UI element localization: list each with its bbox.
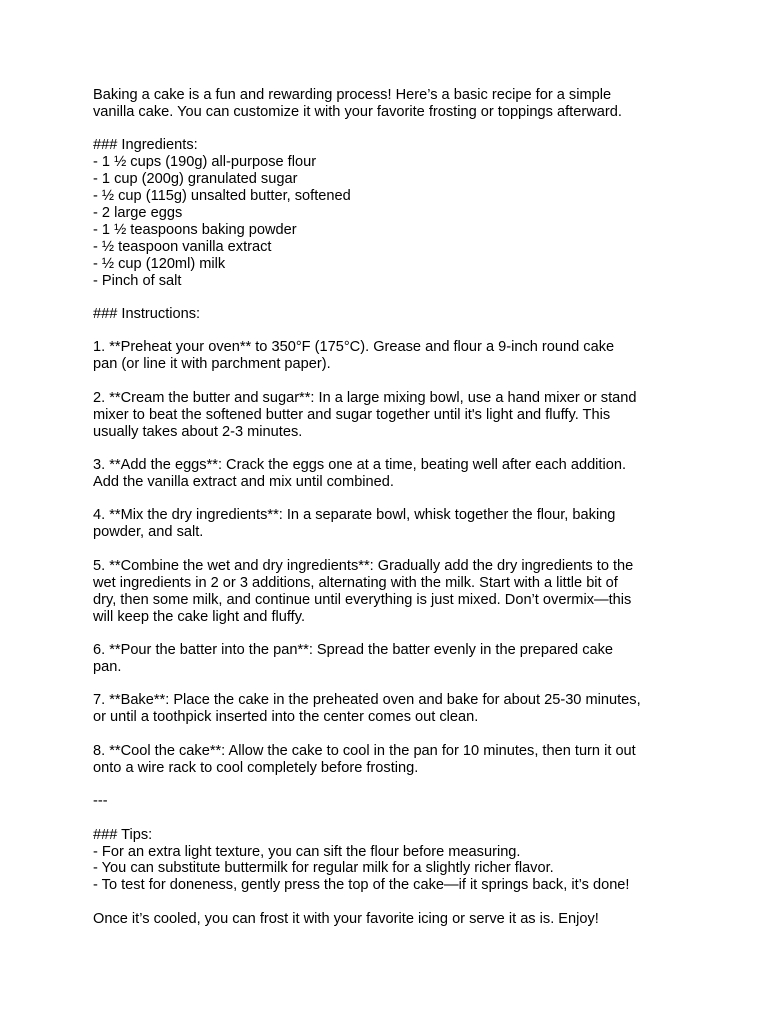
step-line: will keep the cake light and fluffy. (93, 608, 306, 625)
ingredient-item: - 1 ½ teaspoons baking powder (93, 221, 297, 238)
step-line: 6. **Pour the batter into the pan**: Spread the batter evenly in the prepared cake (93, 642, 614, 659)
ingredient-item: - ½ teaspoon vanilla extract (93, 238, 272, 255)
tips-section (93, 827, 693, 895)
instruction-step (93, 507, 693, 541)
step-line: onto a wire rack to cool completely before frosting. (93, 759, 419, 776)
step-line: dry, then some milk, and continue until everything is just mixed. Don’t overmix—this (93, 591, 632, 608)
ingredient-item: - Pinch of salt (93, 272, 182, 289)
step-line: powder, and salt. (93, 524, 204, 541)
intro-paragraph (93, 87, 693, 121)
section-separator: --- (93, 793, 108, 810)
ingredients-section (93, 137, 693, 289)
ingredient-item: - ½ cup (115g) unsalted butter, softened (93, 188, 351, 205)
intro-line: vanilla cake. You can customize it with your favorite frosting or toppings afterward. (93, 103, 622, 120)
step-line: wet ingredients in 2 or 3 additions, alternating with the milk. Start with a little bit of (93, 574, 618, 591)
instruction-step (93, 642, 693, 676)
instruction-step (93, 339, 693, 373)
step-line: 1. **Preheat your oven** to 350°F (175°C). Grease and flour a 9-inch round cake (93, 339, 615, 356)
instruction-step (93, 390, 693, 441)
step-line: Add the vanilla extract and mix until combined. (93, 474, 394, 490)
ingredient-item: - 2 large eggs (93, 204, 183, 221)
step-line: mixer to beat the softened butter and sugar together until it's light and fluffy. This (93, 406, 611, 423)
step-line: 4. **Mix the dry ingredients**: In a separate bowl, whisk together the flour, baking (93, 507, 616, 524)
instruction-step (93, 743, 693, 777)
tip-item: - To test for doneness, gently press the top of the cake—if it springs back, it’s done! (93, 877, 630, 894)
step-line: 7. **Bake**: Place the cake in the preheated oven and bake for about 25-30 minutes, (93, 692, 641, 709)
step-line: 2. **Cream the butter and sugar**: In a large mixing bowl, use a hand mixer or stand (93, 389, 637, 406)
tips-heading: ### Tips: (93, 826, 153, 843)
tip-item: - For an extra light texture, you can sift the flour before measuring. (93, 843, 521, 860)
tip-item: - You can substitute buttermilk for regular milk for a slightly richer flavor. (93, 860, 554, 877)
step-line: 8. **Cool the cake**: Allow the cake to cool in the pan for 10 minutes, then turn it out (93, 742, 636, 759)
document-page (93, 87, 693, 928)
step-line: usually takes about 2-3 minutes. (93, 423, 303, 440)
step-line: or until a toothpick inserted into the center comes out clean. (93, 709, 479, 726)
ingredient-item: - ½ cup (120ml) milk (93, 255, 226, 272)
step-line: pan. (93, 658, 122, 675)
step-line: 3. **Add the eggs**: Crack the eggs one at a time, beating well after each addition. (93, 457, 627, 474)
ingredient-item: - 1 cup (200g) granulated sugar (93, 171, 298, 188)
instruction-step (93, 692, 693, 726)
intro-line: Baking a cake is a fun and rewarding process! Here’s a basic recipe for a simple (93, 87, 612, 103)
instruction-step (93, 457, 693, 491)
ingredients-heading: ### Ingredients: (93, 137, 198, 154)
closing-paragraph: Once it’s cooled, you can frost it with your favorite icing or serve it as is. Enjoy! (93, 910, 599, 927)
instructions-heading: ### Instructions: (93, 305, 201, 322)
step-line: pan (or line it with parchment paper). (93, 356, 331, 373)
instruction-step (93, 558, 693, 626)
ingredient-item: - 1 ½ cups (190g) all-purpose flour (93, 154, 317, 171)
step-line: 5. **Combine the wet and dry ingredients**: Gradually add the dry ingredients to the (93, 557, 634, 574)
